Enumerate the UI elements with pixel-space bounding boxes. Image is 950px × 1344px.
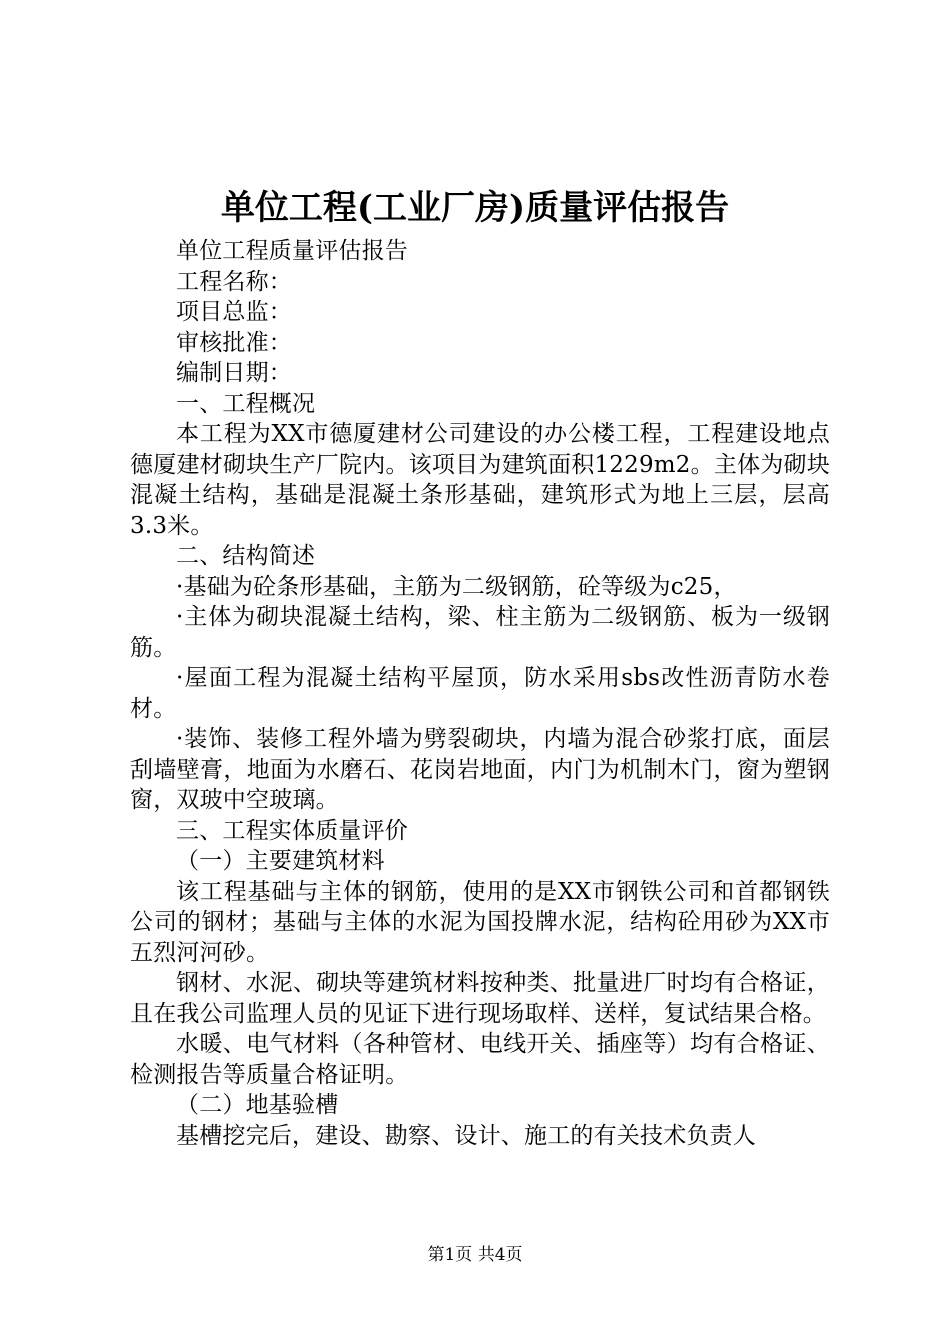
bullet-item: ·基础为砼条形基础，主筋为二级钢筋，砼等级为c25， <box>176 573 737 600</box>
subsection-heading: （二）地基验槽 <box>176 1092 339 1118</box>
subsection-heading: （一）主要建筑材料 <box>176 848 385 874</box>
bullet-item: ·装饰、装修工程外墙为劈裂砌块，内墙为混合砂浆打底，面层刮墙壁膏，地面为水磨石、花岗岩地面，内门为机制木门，窗为塑钢窗，双玻中空玻璃。 <box>130 726 830 813</box>
paragraph: 基槽挖完后，建设、勘察、设计、施工的有关技术负责人 <box>176 1122 756 1149</box>
paragraph: 单位工程质量评估报告 <box>176 238 408 264</box>
bullet-item: ·主体为砌块混凝土结构，梁、柱主筋为二级钢筋、板为一级钢筋。 <box>130 604 830 661</box>
page-footer: 第1页 共4页 <box>427 1245 523 1265</box>
paragraph: 该工程基础与主体的钢筋，使用的是XX市钢铁公司和首都钢铁公司的钢材；基础与主体的水泥为国投牌水泥，结构砼用砂为XX市五烈河河砂。 <box>130 878 830 966</box>
section-heading: 一、工程概况 <box>176 390 316 417</box>
paragraph: 钢材、水泥、砌块等建筑材料按种类、批量进厂时均有合格证，且在我公司监理人员的见证下进行现场取样、送样，复试结果合格。 <box>130 970 830 1027</box>
paragraph: 水暖、电气材料（各种管材、电线开关、插座等）均有合格证、检测报告等质量合格证明。 <box>130 1031 830 1088</box>
document-title: 单位工程(工业厂房)质量评估报告 <box>220 188 730 228</box>
paragraph: 工程名称： <box>176 268 292 295</box>
paragraph: 审核批准： <box>176 329 292 356</box>
paragraph: 项目总监： <box>176 299 292 325</box>
section-heading: 二、结构简述 <box>176 543 316 569</box>
bullet-item: ·屋面工程为混凝土结构平屋顶，防水采用sbs改性沥青防水卷材。 <box>130 665 830 722</box>
paragraph: 本工程为XX市德厦建材公司建设的办公楼工程，工程建设地点德厦建材砌块生产厂院内。该项目为建筑面积1229m2。主体为砌块混凝土结构，基础是混凝土条形基础，建筑形式为地上三层，层高3.3米。 <box>130 421 830 539</box>
paragraph: 编制日期： <box>176 360 292 386</box>
section-heading: 三、工程实体质量评价 <box>176 817 408 844</box>
document-body <box>130 236 830 1151</box>
